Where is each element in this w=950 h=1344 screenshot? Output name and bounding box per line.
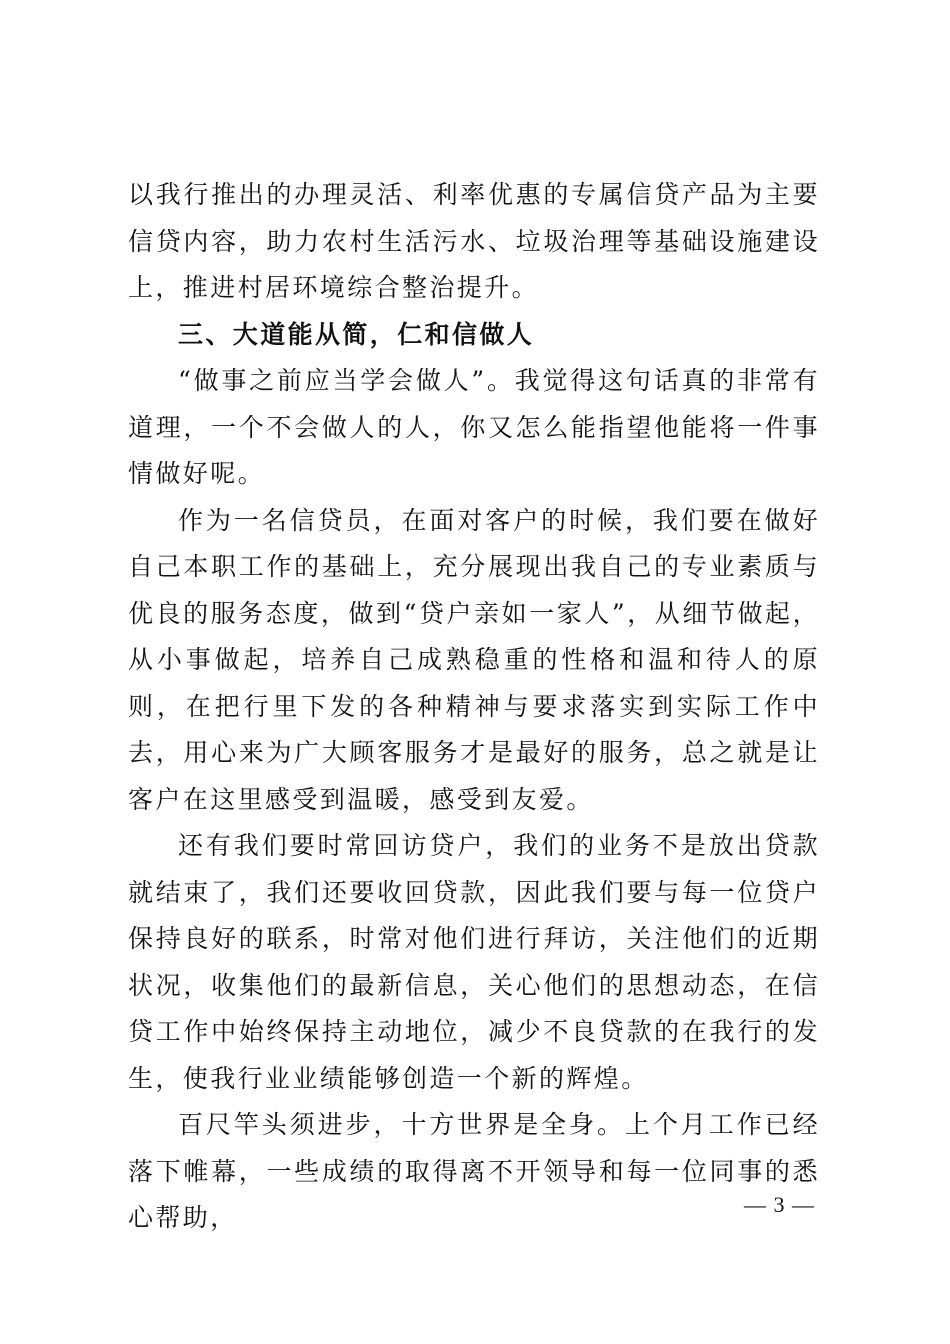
document-body <box>128 172 820 1242</box>
page-number: — 3 — <box>744 1192 815 1217</box>
section-heading: 三、大道能从简，仁和信做人 <box>178 319 535 349</box>
paragraph-continued: 以我行推出的办理灵活、利率优惠的专属信贷产品为主要信贷内容，助力农村生活污水、垃圾治理等基础设施建设上，推进村居环境综合整治提升。 <box>128 180 820 302</box>
paragraph-quote: “做事之前应当学会做人”。我觉得这句话真的非常有道理，一个不会做人的人，你又怎么能指望他能将一件事情做好呢。 <box>128 366 820 488</box>
paragraph-customer-service: 作为一名信贷员，在面对客户的时候，我们要在做好自己本职工作的基础上，充分展现出我自己的专业素质与优良的服务态度，做到“贷户亲如一家人”，从细节做起，从小事做起，培养自己成熟稳重的性格和温和待人的原则，在把行里下发的各种精神与要求落实到实际工作中去，用心来为广大顾客服务才是最好的服务，总之就是让客户在这里感受到温暖，感受到友爱。 <box>128 505 820 814</box>
paragraph-summary: 百尺竿头须进步，十方世界是全身。上个月工作已经落下帷幕，一些成绩的取得离不开领导和每一位同事的悉心帮助， <box>128 1110 820 1232</box>
paragraph-follow-up: 还有我们要时常回访贷户，我们的业务不是放出贷款就结束了，我们还要收回贷款，因此我们要与每一位贷户保持良好的联系，时常对他们进行拜访，关注他们的近期状况，收集他们的最新信息，关心他们的思想动态，在信贷工作中始终保持主动地位，减少不良贷款的在我行的发生，使我行业业绩能够创造一个新的辉煌。 <box>128 831 820 1093</box>
